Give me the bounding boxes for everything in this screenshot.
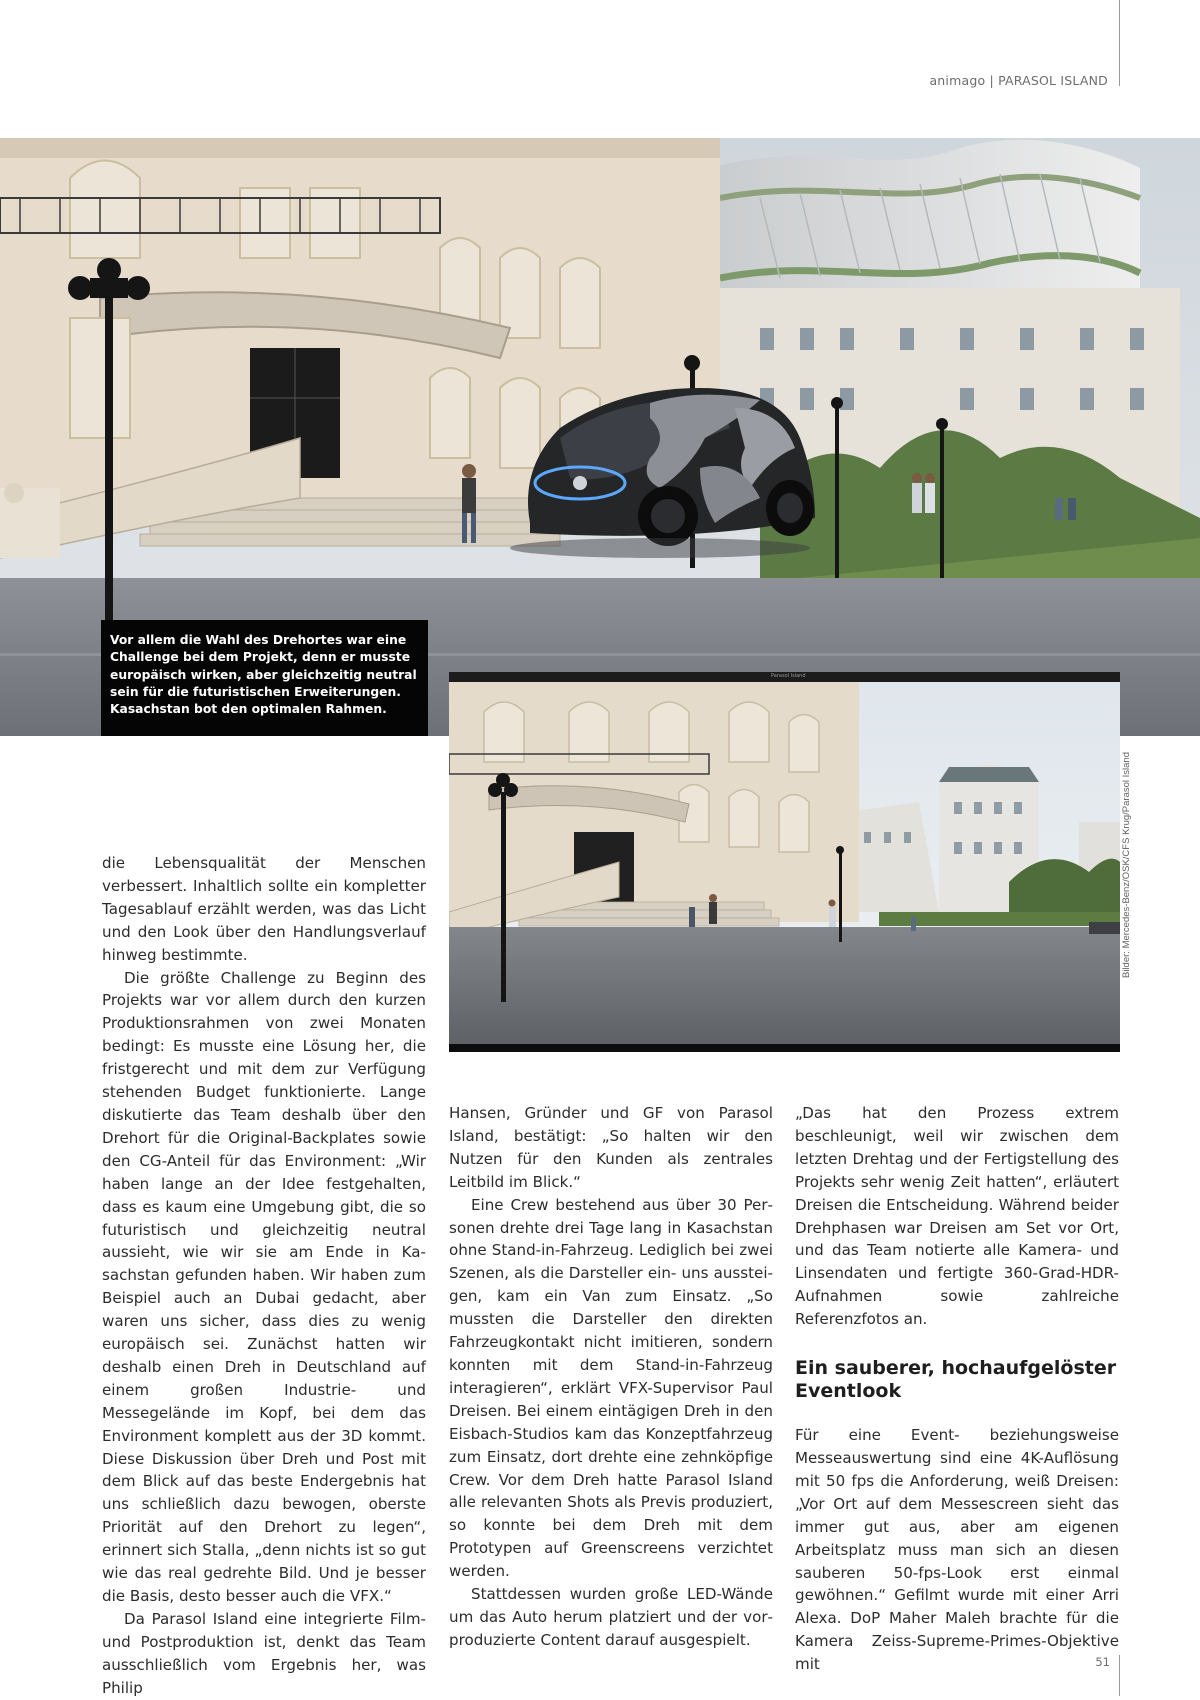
article-column-3 bbox=[795, 1102, 1119, 1676]
section-heading: Ein sauberer, hochaufgelöster Eventlook bbox=[795, 1357, 1117, 1403]
paragraph: Eine Crew bestehend aus über 30 Personen drehte drei Tage lang in Kasachstan ohne Stand-in-Fahrzeug. Lediglich bei zwei Szenen, als die Darsteller ein- uns aussteigen, kam ein Van zum Einsatz. „So mussten die Darsteller den direkten Fahrzeugkontakt nicht imitieren, sondern konnten mit dem Stand-in-Fahrzeug interagieren“, erklärt VFX-Supervisor Paul Dreisen. Bei einem eintägigen Dreh in den Eisbach-Studios kam das Konzeptfahrzeug zum Einsatz, dort drehte eine zehnköpfige Crew. Vor dem Dreh hatte Parasol Island alle relevanten Shots als Previs produziert, so konnte bei dem Dreh mit dem Prototypen auf Greenscreens verzichtet werden. bbox=[449, 1195, 773, 1581]
paragraph: Da Parasol Island eine integrierte Film- und Postproduktion ist, denkt das Team ausschließlich vom Ergebnis her, was Philip bbox=[102, 1609, 426, 1697]
top-right-rule bbox=[1119, 0, 1120, 86]
paragraph: „Das hat den Prozess extrem beschleunigt, weil wir zwischen dem letzten Drehtag und der Fertigstellung des Projekts sehr wenig Zeit hatten“, erläutert Dreisen die Entscheidung. Während beider Drehphasen war Dreisen am Set vor Ort, und das Team notierte alle Kamera- und Linsendaten und fertigte 360-Grad-HDR-Aufnahmen sowie zahlreiche Referenzfotos an. bbox=[795, 1104, 1119, 1329]
paragraph: Stattdessen wurden große LED-Wände um das Auto herum platziert und der vorproduzierte Content darauf ausgespielt. bbox=[449, 1585, 773, 1649]
paragraph: Hansen, Gründer und GF von Parasol Island, bestätigt: „So halten wir den Nutzen für den Kunden als zentrales Leitbild im Blick.“ bbox=[449, 1104, 773, 1191]
bottom-right-rule bbox=[1119, 1655, 1120, 1696]
article-column-2 bbox=[449, 1102, 773, 1652]
running-head: animago | PARASOL ISLAND bbox=[929, 73, 1108, 88]
paragraph: die Lebensqualität der Menschen verbessert. Inhaltlich sollte ein kompletter Tagesablauf erzählt werden, was das Licht und den Look über den Handlungsverlauf hinweg bestimmte. bbox=[102, 854, 426, 964]
page-number: 51 bbox=[1095, 1655, 1110, 1669]
inset-toolbar bbox=[449, 672, 1120, 682]
inset-screenshot bbox=[449, 672, 1120, 1052]
article-column-1 bbox=[102, 852, 426, 1700]
inset-photo bbox=[449, 682, 1120, 1044]
inset-toolbar-title: Parasol Island bbox=[771, 673, 806, 679]
paragraph: Die größte Challenge zu Beginn des Projekts war vor allem durch den kurzen Produktionsrahmen von zwei Monaten bedingt: Es musste eine Lösung her, die fristgerecht und mit dem zur Verfügung stehenden Budget funktionierte. Lange diskutierte das Team deshalb über den Drehort für die Original-Backplates sowie den CG-Anteil für das Environment: „Wir haben lange an der Idee festgehalten, dass es kaum eine Umgebung gibt, die so futuristisch und gleichzeitig neutral aussieht, wie wir sie am Ende in Kasachstan gefunden haben. Wir haben zum Beispiel auch an Dubai gedacht, aber waren uns sicher, dass dies zu wenig europäisch sei. Zunächst hatten wir deshalb einen Dreh in Deutschland auf einem großen Industrie- und Messegelände im Kopf, bei dem das Environment komplett aus der 3D kommt. Diese Diskussion über Dreh und Post mit dem Blick auf das beste Endergebnis hat uns schließlich dazu bewogen, oberste Priorität auf den Drehort zu legen“, erinnert sich Stalla, „denn nichts ist so gut wie das real gedrehte Bild. Und je besser die Basis, desto besser auch die VFX.“ bbox=[102, 968, 426, 1605]
photo-credit: Bilder: Mercedes-Benz/OSK/CFS Krug/Parasol Island bbox=[1121, 752, 1132, 978]
hero-caption: Vor allem die Wahl des Drehortes war eine Challenge bei dem Projekt, denn er musste europäisch wirken, aber gleichzeitig neutral sein für die futuristischen Erweiterungen. Kasachstan bot den optimalen Rahmen. bbox=[110, 633, 417, 717]
paragraph: Für eine Event- beziehungsweise Messeauswertung sind eine 4K-Auflösung mit 50 fps die Anforderung, weiß Dreisen: „Vor Ort auf dem Messescreen sieht das immer gut aus, aber am eigenen Arbeitsplatz muss man sich an diesen sauberen 50-fps-Look erst einmal gewöhnen.“ Gefilmt wurde mit einer Arri Alexa. DoP Maher Maleh brachte für die Kamera Zeiss-Supreme-Primes-Objektive mit bbox=[795, 1426, 1119, 1674]
